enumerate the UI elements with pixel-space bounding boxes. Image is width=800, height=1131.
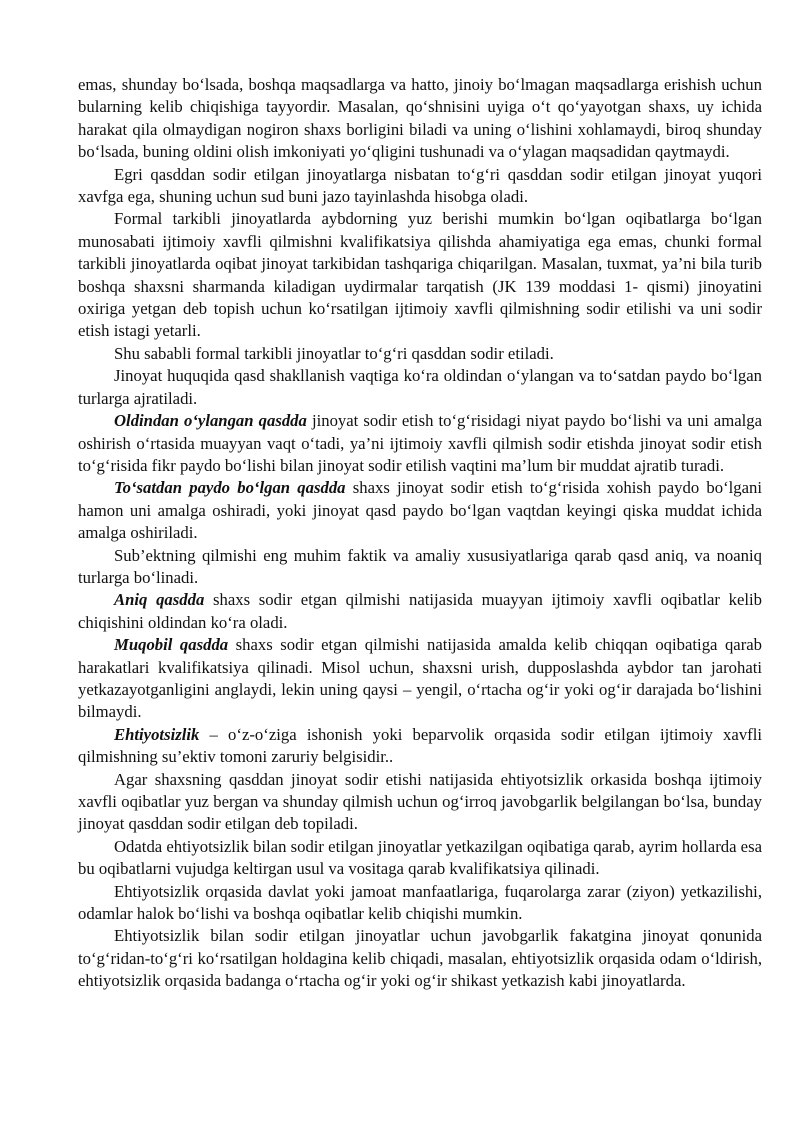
paragraph-qasd-turlari	[78, 365, 762, 410]
paragraph-aniq-qasd	[78, 589, 762, 634]
paragraph-togri-qasd	[78, 343, 762, 365]
term-label: Aniq qasdda	[114, 590, 205, 610]
paragraph-text: emas, shunday bo‘lsada, boshqa maqsadlarga va hatto, jinoiy bo‘lmagan maqsadlarga erishish uchun bularning kelib chiqishiga tayyordir. Masalan, qo‘shnisini uyiga o‘t qo‘yayotgan shaxs, uy ichida harakat qila olmaydigan nogiron shaxs borligini biladi va uning o‘lishini xohlamaydi, biroq shunday bo‘lsada, buning oldini olish imkoniyati yo‘qligini tushunadi va o‘ylagan maqsadidan qaytmaydi.	[78, 75, 762, 162]
paragraph-muqobil-qasd	[78, 634, 762, 724]
paragraph-text: Jinoyat huquqida qasd shakllanish vaqtiga ko‘ra oldindan o‘ylangan va to‘satdan paydo bo‘lgan turlarga ajratiladi.	[78, 366, 762, 408]
term-label: Ehtiyotsizlik	[114, 724, 200, 744]
paragraph-text: Formal tarkibli jinoyatlarda aybdorning yuz berishi mumkin bo‘lgan oqibatlarga bo‘lgan munosabati ijtimoiy xavfli qilmishni kvalifikatsiya qilishda ahamiyatiga ega emas, chunki formal tarkibli jinoyatlarda oqibat jinoyat tarkibidan tashqariga chiqarilgan. Masalan, tuxmat, ya’ni bila turib boshqa shaxsni sharmanda kiladigan uydirmalar tarqatish (JK 139 moddasi 1- qismi) jinoyatini oxiriga yetgan deb topish uchun ko‘rsatilgan ijtimoiy xavfli qilmishning sodir etilishi va uni sodir etish istagi yetarli.	[78, 209, 762, 341]
paragraph-text: Ehtiyotsizlik orqasida davlat yoki jamoat manfaatlariga, fuqarolarga zarar (ziyon) yetkazilishi, odamlar halok bo‘lishi va boshqa oqibatlar kelib chiqishi mumkin.	[78, 881, 762, 924]
paragraph-odatda	[78, 836, 762, 881]
paragraph-egri-qasd	[78, 164, 762, 209]
term-label: Muqobil qasdda	[114, 635, 229, 655]
paragraph-continuation	[78, 74, 762, 164]
paragraph-text: shaxs sodir etgan qilmishi natijasida amalda kelib chiqqan oqibatiga qarab harakatlari kvalifikatsiya qilinadi. Misol uchun, shaxsni urish, dupposlashda aybdor tan jarohati yetkazayotganligini anglaydi, lekin uning qaysi – yengil, o‘rtacha og‘ir yoki og‘ir darajada bo‘lishini bilmaydi.	[78, 635, 763, 722]
paragraph-ehtiyotsizlik	[78, 724, 762, 769]
paragraph-tosatdan-qasd	[78, 477, 762, 544]
paragraph-subekt-qilmish	[78, 545, 762, 590]
paragraph-text: jinoyat sodir etish to‘g‘risidagi niyat paydo bo‘lishi va uni amalga oshirish o‘rtasida muayyan vaqt o‘tadi, ya’ni ijtimoiy xavfli qilmish sodir etishda jinoyat sodir etish to‘g‘risida fikr paydo bo‘lishi bilan jinoyat sodir etilish vaqtini ma’lum bir muddat ajratib turadi.	[78, 411, 762, 475]
term-label: To‘satdan paydo bo‘lgan qasdda	[114, 478, 346, 498]
paragraph-javobgarlik	[78, 925, 762, 992]
paragraph-agar-shaxs	[78, 769, 762, 836]
paragraph-text: Shu sababli formal tarkibli jinoyatlar to‘g‘ri qasddan sodir etiladi.	[114, 343, 554, 363]
term-label: Oldindan o‘ylangan qasdda	[114, 411, 307, 431]
paragraph-text: – o‘z-o‘ziga ishonish yoki beparvolik orqasida sodir etilgan ijtimoiy xavfli qilmishning su’ektiv tomoni zaruriy belgisidir..	[78, 724, 762, 767]
paragraph-text: Agar shaxsning qasddan jinoyat sodir etishi natijasida ehtiyotsizlik orkasida boshqa ijtimoiy xavfli oqibatlar yuz bergan va shunday qilmish uchun og‘irroq javobgarlik belgilangan bo‘lsa, bunday jinoyat qasddan sodir etilgan deb topiladi.	[78, 769, 762, 834]
paragraph-text: shaxs jinoyat sodir etish to‘g‘risida xohish paydo bo‘lgani hamon uni amalga oshiradi, yoki jinoyat qasd paydo bo‘lgan vaqtdan keyingi qiska muddat ichida amalga oshiriladi.	[78, 478, 762, 543]
paragraph-text: Ehtiyotsizlik bilan sodir etilgan jinoyatlar uchun javobgarlik fakatgina jinoyat qonunida to‘g‘ridan-to‘g‘ri ko‘rsatilgan holdagina kelib chiqadi, masalan, ehtiyotsizlik orqasida odam o‘ldirish, ehtiyotsizlik orqasida badanga o‘rtacha og‘ir yoki og‘ir shikast yetkazish kabi jinoyatlarda.	[78, 926, 762, 991]
paragraph-formal-tarkib	[78, 208, 762, 342]
paragraph-text: Odatda ehtiyotsizlik bilan sodir etilgan jinoyatlar yetkazilgan oqibatiga qarab, ayrim hollarda esa bu oqibatlarni vujudga keltirgan usul va vositaga qarab kvalifikatsiya qilinadi.	[78, 836, 762, 879]
paragraph-text: Egri qasddan sodir etilgan jinoyatlarga nisbatan to‘g‘ri qasddan sodir etilgan jinoyat yuqori xavfga ega, shuning uchun sud buni jazo tayinlashda hisobga oladi.	[78, 164, 762, 207]
paragraph-text: Sub’ektning qilmishi eng muhim faktik va amaliy xususiyatlariga qarab qasd aniq, va noaniq turlarga bo‘linadi.	[78, 545, 762, 587]
paragraph-oldindan-qasd	[78, 410, 762, 477]
document-page	[78, 74, 762, 993]
paragraph-zarar	[78, 881, 762, 926]
paragraph-text: shaxs sodir etgan qilmishi natijasida muayyan ijtimoiy xavfli oqibatlar kelib chiqishini oldindan ko‘ra oladi.	[78, 590, 762, 632]
